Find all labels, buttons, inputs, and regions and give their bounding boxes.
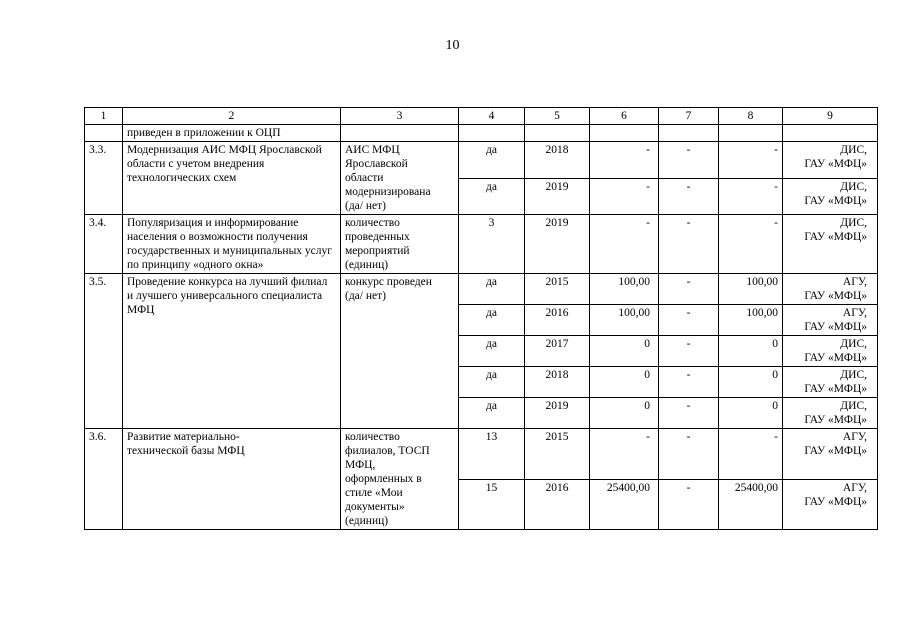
indicator-value: да bbox=[459, 367, 525, 398]
empty-cell bbox=[719, 125, 783, 142]
header-row bbox=[85, 108, 878, 125]
executor-cell: ДИС, ГАУ «МФЦ» bbox=[783, 398, 878, 429]
continuation-row bbox=[85, 125, 878, 142]
amount-federal: - bbox=[659, 429, 719, 480]
amount-regional: 100,00 bbox=[719, 305, 783, 336]
amount-federal: - bbox=[659, 178, 719, 215]
executor-cell: ДИС, ГАУ «МФЦ» bbox=[783, 367, 878, 398]
amount-total: 25400,00 bbox=[590, 479, 659, 530]
amount-regional: - bbox=[719, 178, 783, 215]
continuation-text: приведен в приложении к ОЦП bbox=[123, 125, 341, 142]
executor-cell: ДИС, ГАУ «МФЦ» bbox=[783, 178, 878, 215]
year-cell: 2016 bbox=[525, 479, 590, 530]
executor-cell: АГУ, ГАУ «МФЦ» bbox=[783, 429, 878, 480]
amount-federal: - bbox=[659, 274, 719, 305]
program-table bbox=[84, 107, 878, 530]
amount-regional: 0 bbox=[719, 367, 783, 398]
year-cell: 2018 bbox=[525, 142, 590, 179]
amount-regional: 0 bbox=[719, 398, 783, 429]
item-indicator: количество проведенных мероприятий (единиц) bbox=[341, 215, 459, 274]
empty-cell bbox=[85, 125, 123, 142]
year-cell: 2015 bbox=[525, 429, 590, 480]
indicator-value: да bbox=[459, 178, 525, 215]
year-cell: 2016 bbox=[525, 305, 590, 336]
indicator-value: да bbox=[459, 142, 525, 179]
item-indicator: АИС МФЦ Ярославской области модернизирована (да/ нет) bbox=[341, 142, 459, 215]
indicator-value: 3 bbox=[459, 215, 525, 274]
amount-federal: - bbox=[659, 367, 719, 398]
item-name: Популяризация и информирование населения о возможности получения государственных и муниципальных услуг по принципу «одного окна» bbox=[123, 215, 341, 274]
table-row bbox=[85, 215, 878, 274]
amount-federal: - bbox=[659, 142, 719, 179]
executor-cell: ДИС, ГАУ «МФЦ» bbox=[783, 142, 878, 179]
amount-federal: - bbox=[659, 398, 719, 429]
header-cell: 4 bbox=[459, 108, 525, 125]
amount-regional: 0 bbox=[719, 336, 783, 367]
amount-regional: - bbox=[719, 215, 783, 274]
amount-regional: - bbox=[719, 429, 783, 480]
amount-total: 100,00 bbox=[590, 274, 659, 305]
executor-cell: АГУ, ГАУ «МФЦ» bbox=[783, 479, 878, 530]
page-number: 10 bbox=[445, 38, 460, 53]
executor-cell: ДИС, ГАУ «МФЦ» bbox=[783, 215, 878, 274]
table-row bbox=[85, 429, 878, 480]
indicator-value: да bbox=[459, 274, 525, 305]
item-indicator: количество филиалов, ТОСП МФЦ, оформленных в стиле «Мои документы» (единиц) bbox=[341, 429, 459, 530]
amount-federal: - bbox=[659, 336, 719, 367]
item-indicator: конкурс проведен (да/ нет) bbox=[341, 274, 459, 429]
item-name: Развитие материально- технической базы МФЦ bbox=[123, 429, 341, 530]
header-cell: 3 bbox=[341, 108, 459, 125]
executor-cell: ДИС, ГАУ «МФЦ» bbox=[783, 336, 878, 367]
indicator-value: 13 bbox=[459, 429, 525, 480]
executor-cell: АГУ, ГАУ «МФЦ» bbox=[783, 305, 878, 336]
amount-total: - bbox=[590, 142, 659, 179]
amount-regional: 25400,00 bbox=[719, 479, 783, 530]
header-cell: 1 bbox=[85, 108, 123, 125]
header-cell: 7 bbox=[659, 108, 719, 125]
amount-total: - bbox=[590, 215, 659, 274]
table-row bbox=[85, 274, 878, 305]
empty-cell bbox=[590, 125, 659, 142]
header-cell: 8 bbox=[719, 108, 783, 125]
amount-regional: - bbox=[719, 142, 783, 179]
year-cell: 2019 bbox=[525, 215, 590, 274]
amount-regional: 100,00 bbox=[719, 274, 783, 305]
executor-cell: АГУ, ГАУ «МФЦ» bbox=[783, 274, 878, 305]
header-cell: 9 bbox=[783, 108, 878, 125]
amount-federal: - bbox=[659, 305, 719, 336]
header-cell: 2 bbox=[123, 108, 341, 125]
amount-federal: - bbox=[659, 215, 719, 274]
amount-total: 0 bbox=[590, 398, 659, 429]
amount-total: - bbox=[590, 429, 659, 480]
empty-cell bbox=[459, 125, 525, 142]
year-cell: 2019 bbox=[525, 398, 590, 429]
amount-federal: - bbox=[659, 479, 719, 530]
table-row bbox=[85, 142, 878, 179]
header-cell: 5 bbox=[525, 108, 590, 125]
item-number: 3.4. bbox=[85, 215, 123, 274]
amount-total: 0 bbox=[590, 336, 659, 367]
item-name: Модернизация АИС МФЦ Ярославской области с учетом внедрения технологических схем bbox=[123, 142, 341, 215]
item-number: 3.5. bbox=[85, 274, 123, 429]
year-cell: 2017 bbox=[525, 336, 590, 367]
year-cell: 2015 bbox=[525, 274, 590, 305]
item-number: 3.6. bbox=[85, 429, 123, 530]
indicator-value: да bbox=[459, 398, 525, 429]
indicator-value: да bbox=[459, 305, 525, 336]
header-cell: 6 bbox=[590, 108, 659, 125]
indicator-value: да bbox=[459, 336, 525, 367]
year-cell: 2019 bbox=[525, 178, 590, 215]
item-number: 3.3. bbox=[85, 142, 123, 215]
amount-total: 0 bbox=[590, 367, 659, 398]
item-name: Проведение конкурса на лучший филиал и лучшего универсального специалиста МФЦ bbox=[123, 274, 341, 429]
empty-cell bbox=[659, 125, 719, 142]
amount-total: - bbox=[590, 178, 659, 215]
year-cell: 2018 bbox=[525, 367, 590, 398]
empty-cell bbox=[341, 125, 459, 142]
indicator-value: 15 bbox=[459, 479, 525, 530]
amount-total: 100,00 bbox=[590, 305, 659, 336]
empty-cell bbox=[525, 125, 590, 142]
empty-cell bbox=[783, 125, 878, 142]
